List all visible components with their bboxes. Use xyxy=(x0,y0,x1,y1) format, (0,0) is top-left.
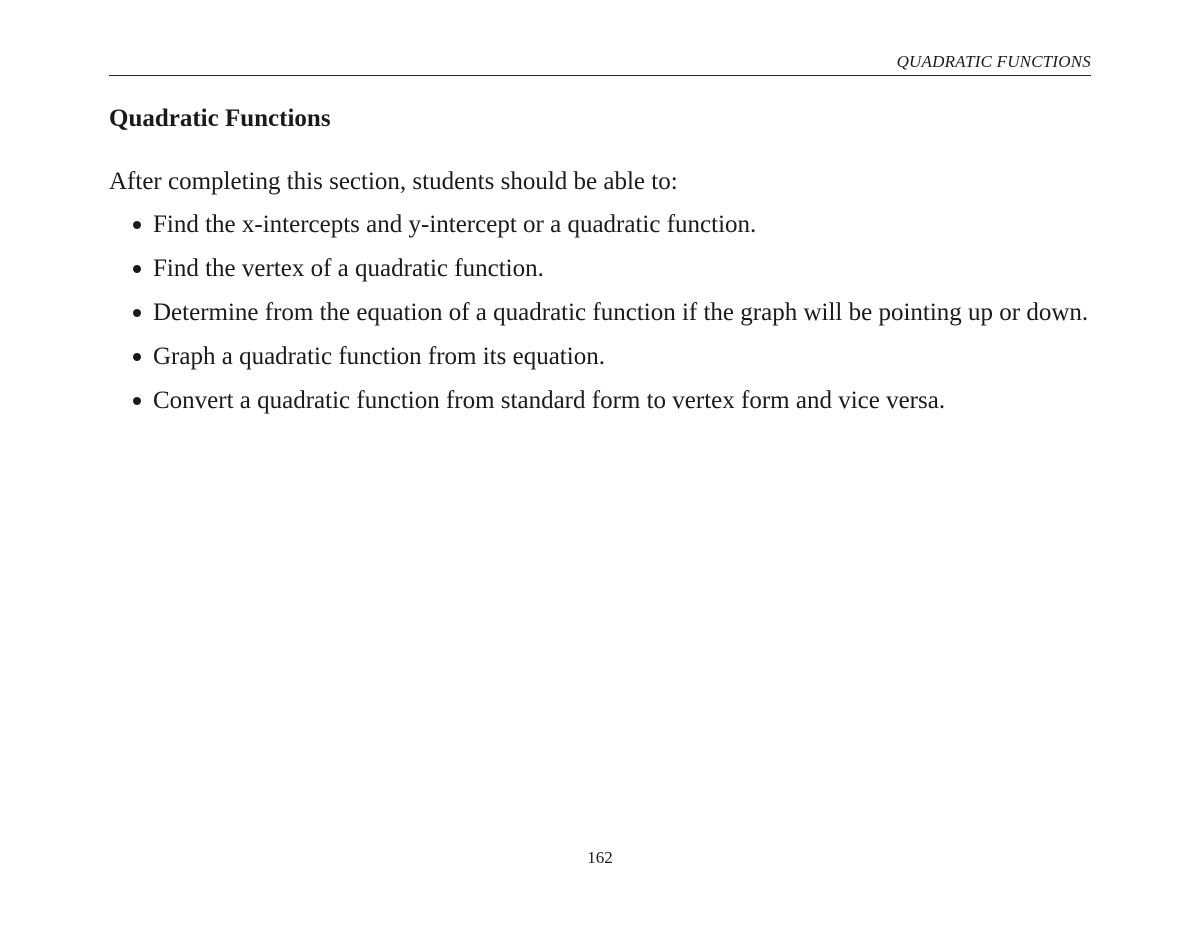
bullet-icon xyxy=(133,221,141,229)
objective-text: Graph a quadratic function from its equation. xyxy=(153,343,605,370)
bullet-icon xyxy=(133,309,141,317)
running-header: QUADRATIC FUNCTIONS xyxy=(896,52,1091,71)
objective-text: Determine from the equation of a quadratic function if the graph will be pointing up or down. xyxy=(153,299,1089,326)
section-title: Quadratic Functions xyxy=(109,105,331,132)
objective-text: Find the vertex of a quadratic function. xyxy=(153,255,544,282)
learning-objectives-list xyxy=(109,208,1094,428)
page-number: 162 xyxy=(587,848,613,867)
list-item xyxy=(109,208,1094,241)
list-item xyxy=(109,296,1094,329)
list-item xyxy=(109,252,1094,285)
list-item xyxy=(109,384,1094,417)
objective-text: Convert a quadratic function from standard form to vertex form and vice versa. xyxy=(153,387,946,414)
bullet-icon xyxy=(133,397,141,405)
list-item xyxy=(109,340,1094,373)
header-rule xyxy=(109,75,1091,76)
bullet-icon xyxy=(133,353,141,361)
objective-text: Find the x-intercepts and y-intercept or a quadratic function. xyxy=(153,211,757,238)
section-intro: After completing this section, students should be able to: xyxy=(109,168,678,195)
bullet-icon xyxy=(133,265,141,273)
